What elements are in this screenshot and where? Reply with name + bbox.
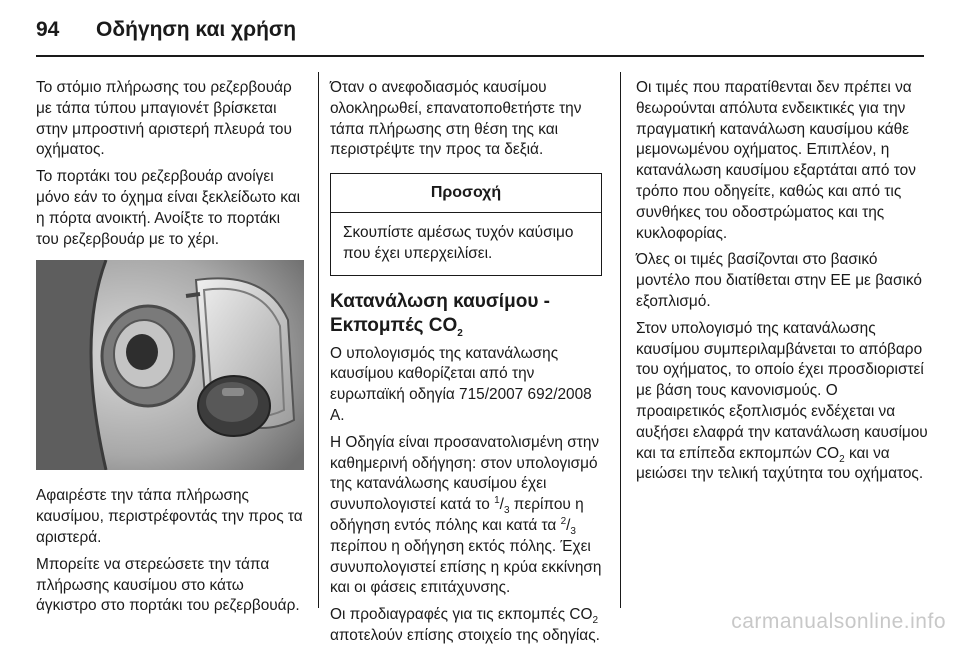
paragraph: Οι τιμές που παρατίθενται δεν πρέπει να θεωρούνται απόλυτα ενδεικτικές για την πραγματική κατανάλωση καυσίμου κάθε μεμονωμένου οχήματος. Επιπλέον, η κατανάλωση καυσίμου εξαρτάται από τον τρόπο που οδηγείτε, καθώς και από τις συνθήκες του οδοστρώματος και της κυκλοφορίας.: [636, 79, 916, 242]
column-1: [36, 78, 304, 623]
fuel-filler-photo: [36, 260, 304, 470]
column-2: [330, 78, 602, 653]
paragraph: Όταν ο ανεφοδιασμός καυσίμου ολοκληρωθεί, επανατοποθετήστε την τάπα πλήρωσης στη θέση της και περιστρέψτε την προς τα δεξιά.: [330, 79, 582, 159]
paragraph: Ο υπολογισμός της κατανάλωσης καυσίμου καθορίζεται από την ευρωπαϊκή οδηγία 715/2007 692/2008 A.: [330, 344, 592, 424]
paragraph: Η Οδηγία είναι προσανατολισμένη στην καθημερινή οδήγηση: στον υπολογισμό της κατανάλωσης καυσίμου έχει συνυπολογιστεί κατά το $^1/_3$ περίπου η οδήγηση εντός πόλης και κατά τα $^2/_3$ περίπου η οδήγηση εκτός πόλης. Έχει συνυπολογιστεί επίσης η κρύα εκκίνηση και οι φάσεις επιτάχυνσης.: [330, 433, 602, 597]
paragraph: Μπορείτε να στερεώσετε την τάπα πλήρωσης καυσίμου στο κάτω άγκιστρο στο πορτάκι του ρεζερβουάρ.: [36, 555, 300, 615]
header-rule: [36, 55, 924, 57]
column-3: [636, 78, 928, 491]
caution-box: [330, 173, 602, 275]
caution-title: Προσοχή: [331, 174, 601, 213]
column-divider: [620, 72, 621, 608]
column-divider: [318, 72, 319, 608]
paragraph: Το πορτάκι του ρεζερβουάρ ανοίγει μόνο εάν το όχημα είναι ξεκλείδωτο και η πόρτα ανοικτή. Ανοίξτε το πορτάκι του ρεζερβουάρ με το χέρι.: [36, 168, 301, 248]
caution-text: Σκουπίστε αμέσως τυχόν καύσιμο που έχει υπερχειλίσει.: [343, 223, 574, 262]
watermark: carmanualsonline.info: [731, 610, 946, 633]
paragraph: Αφαιρέστε την τάπα πλήρωσης καυσίμου, περιστρέφοντάς την προς τα αριστερά.: [36, 487, 303, 546]
paragraph: Στον υπολογισμό της κατανάλωσης καυσίμου συμπεριλαμβάνεται το απόβαρο του οχήματος, το οποίο έχει προσδιοριστεί με βάση τους κανονισμούς. Ο προαιρετικός εξοπλισμός ενδέχεται να αυξήσει ελαφρά την κατανάλωση καυσίμου και τα επίπεδα εκπομπών $CO_2$ και να μειώσει την τελική ταχύτητα του οχήματος.: [636, 319, 928, 483]
section-title: Οδήγηση και χρήση: [96, 18, 297, 41]
section-heading: Κατανάλωση καυσίμου - Εκπομπές $CO_2$: [330, 290, 550, 339]
paragraph: Οι προδιαγραφές για τις εκπομπές $CO_2$ αποτελούν επίσης στοιχείο της οδηγίας.: [330, 606, 600, 644]
paragraph: Το στόμιο πλήρωσης του ρεζερβουάρ με τάπα τύπου μπαγιονέτ βρίσκεται στην μπροστινή αριστερή πλευρά του οχήματος.: [36, 79, 292, 159]
paragraph: Όλες οι τιμές βασίζονται στο βασικό μοντέλο που διατίθεται στην ΕΕ με βασικό εξοπλισμό.: [636, 251, 922, 310]
page-number: 94: [36, 18, 60, 41]
